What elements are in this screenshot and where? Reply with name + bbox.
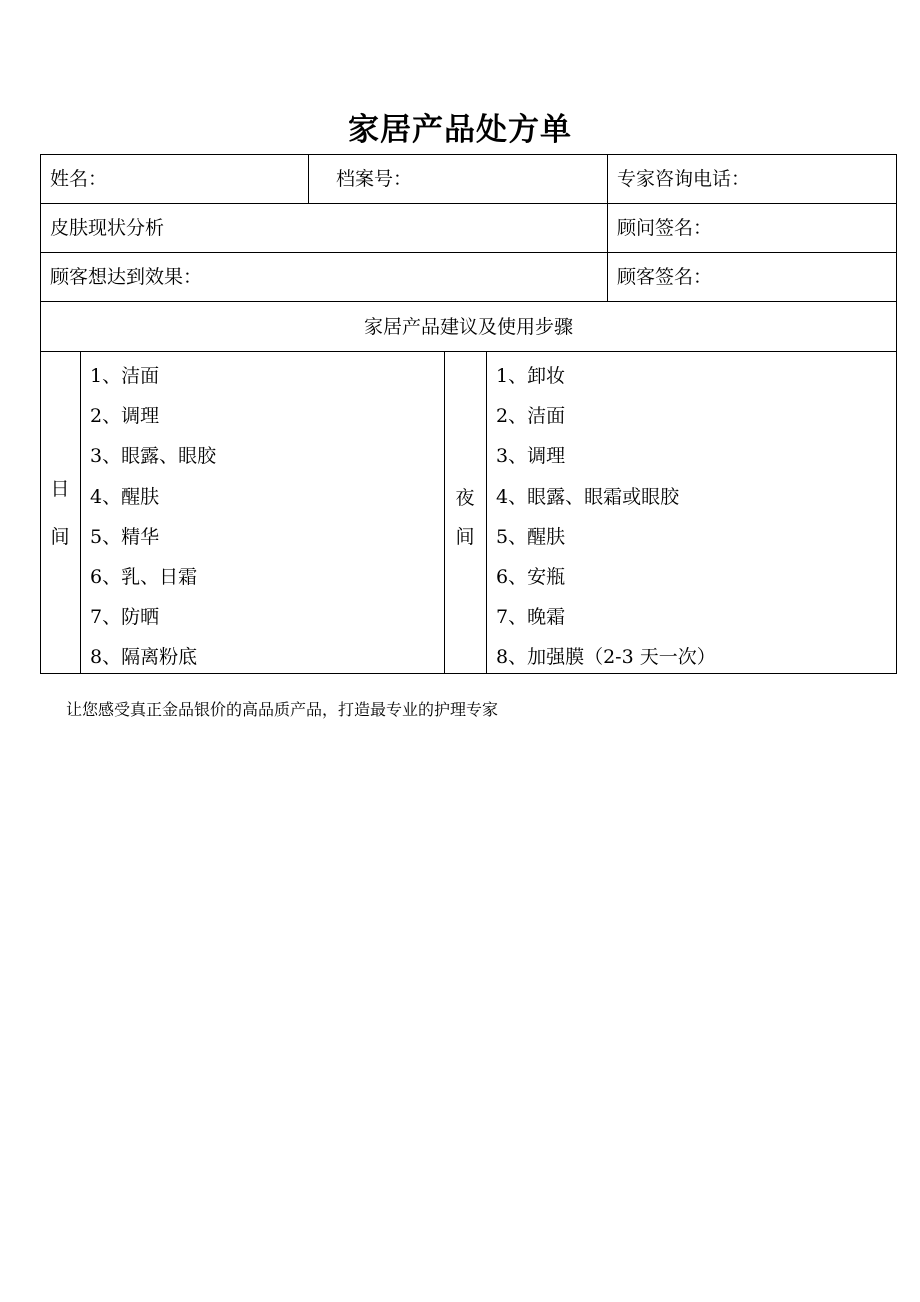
row-divider-1 [40,203,897,204]
list-item: 6、乳、日霜 [90,565,198,588]
night-label-1: 夜 [455,487,475,509]
customer-goal-field[interactable]: 顾客想达到效果： [50,266,203,288]
list-item: 2、洁面 [496,405,566,428]
form-border-left [40,154,41,674]
row-divider-4 [40,351,897,352]
row-divider-3 [40,301,897,302]
list-item: 5、醒肤 [496,525,566,548]
expert-phone-field[interactable]: 专家咨询电话： [617,168,751,190]
skin-analysis-field[interactable]: 皮肤现状分析 [50,217,165,239]
day-steps-list [90,363,216,685]
form-border-top [40,154,897,155]
list-item: 6、安瓶 [496,565,566,588]
col-divider-night-label [486,351,487,674]
customer-signature-field[interactable]: 顾客签名： [617,266,713,288]
list-item: 7、防晒 [90,606,160,629]
prescription-form [40,154,897,674]
footer-slogan: 让您感受真正金品银价的高品质产品，打造最专业的护理专家 [66,700,499,719]
form-border-right [896,154,897,674]
day-label-1: 日 [50,478,70,500]
list-item: 5、精华 [90,525,160,548]
day-label-2: 间 [50,526,70,548]
name-field[interactable]: 姓名： [50,168,108,190]
list-item: 3、调理 [496,445,566,468]
list-item: 2、调理 [90,405,160,428]
list-item: 3、眼露、眼胶 [90,445,217,468]
section-heading: 家居产品建议及使用步骤 [363,316,573,338]
list-item: 1、洁面 [90,365,160,387]
night-label-2: 间 [455,526,475,548]
file-number-field[interactable]: 档案号： [336,168,413,190]
night-steps-list [496,363,716,685]
row-divider-2 [40,252,897,253]
col-divider-name [308,154,309,203]
list-item: 4、醒肤 [90,485,160,508]
list-item: 4、眼露、眼霜或眼胶 [496,485,680,508]
col-divider-right [607,154,608,302]
list-item: 8、隔离粉底 [90,646,198,669]
consultant-signature-field[interactable]: 顾问签名： [617,217,713,239]
page-title: 家居产品处方单 [348,112,572,148]
list-item: 8、加强膜（2-3 天一次） [496,646,716,669]
col-divider-day-label [80,351,81,674]
list-item: 7、晚霜 [496,606,566,629]
list-item: 1、卸妆 [496,365,566,387]
